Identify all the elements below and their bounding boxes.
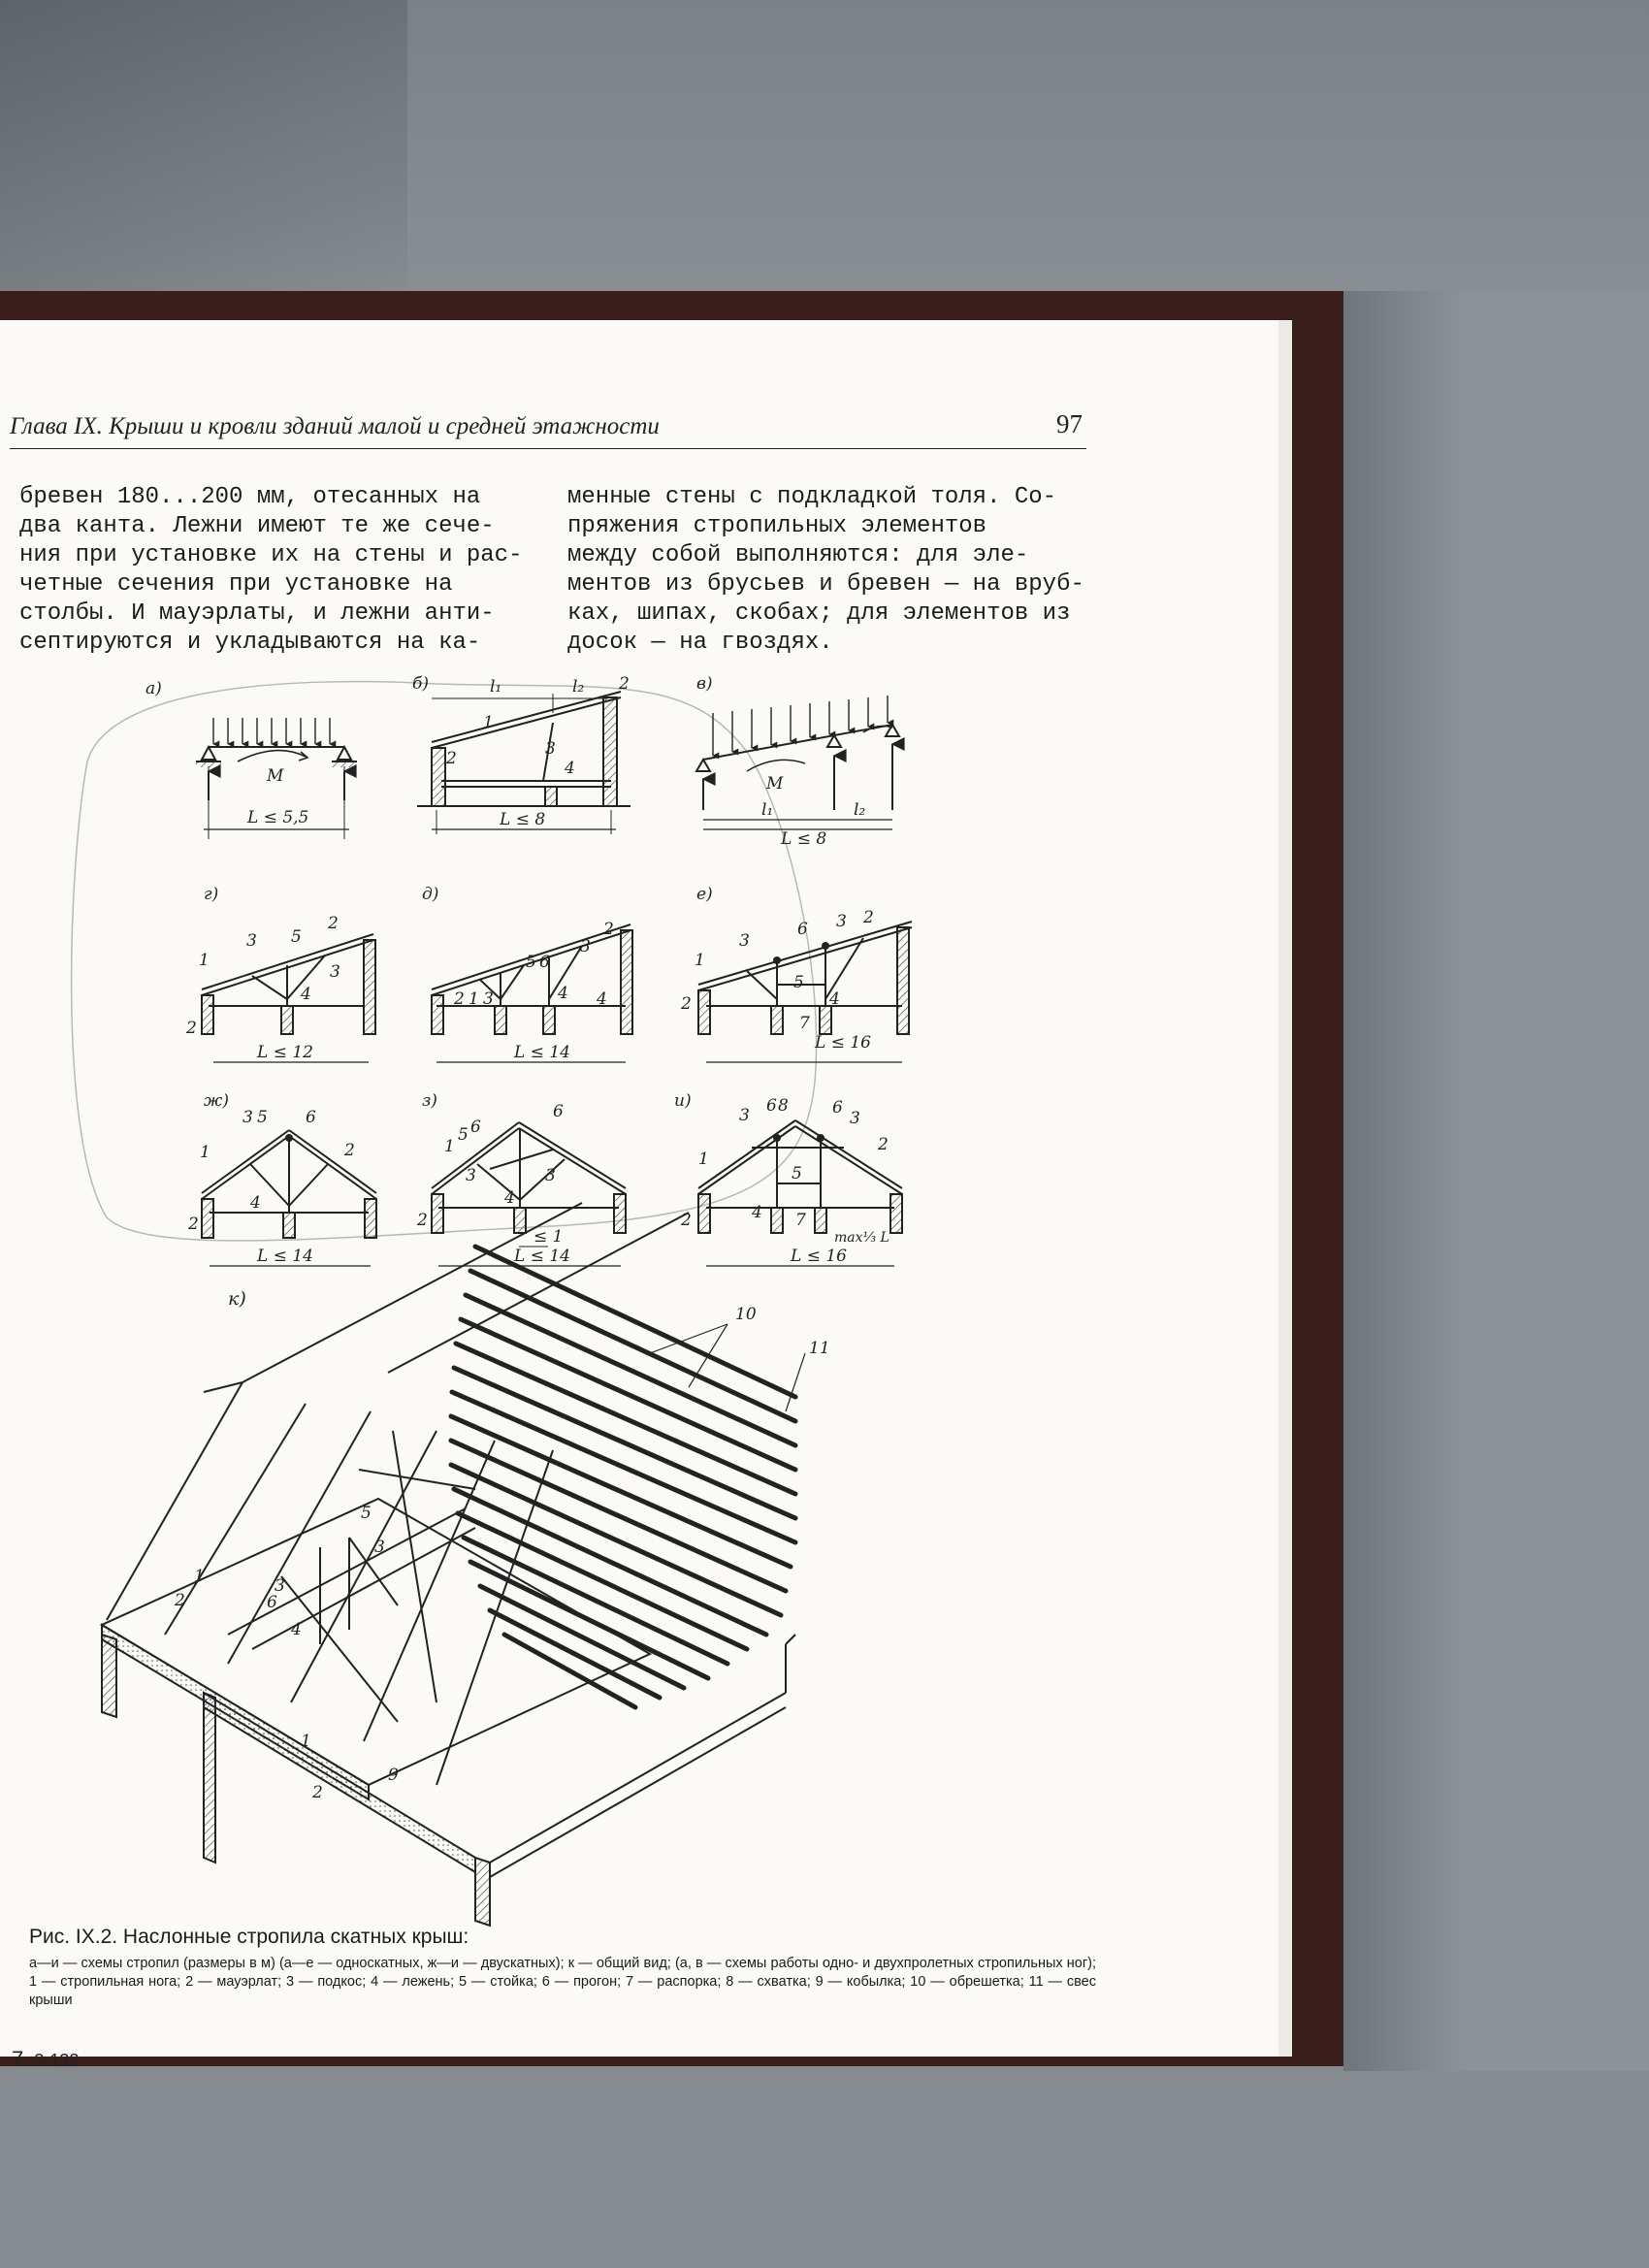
signature-mark xyxy=(12,2047,79,2072)
max-note: max⅓ L xyxy=(834,1230,889,1246)
svg-text:1: 1 xyxy=(469,989,479,1009)
text-line: бревен 180...200 мм, отесанных на xyxy=(19,484,481,510)
svg-text:4: 4 xyxy=(250,1193,261,1213)
svg-text:1: 1 xyxy=(301,1732,311,1751)
svg-text:1: 1 xyxy=(483,713,494,732)
svg-text:3: 3 xyxy=(545,1166,556,1185)
scheme-e xyxy=(680,885,912,1062)
l2-label-b: l₂ xyxy=(572,677,585,697)
chapter-title: Глава IX. Крыши и кровли зданий малой и средней этажности xyxy=(10,413,660,439)
scheme-v xyxy=(696,674,899,849)
svg-text:2: 2 xyxy=(328,914,339,933)
span-label-i: L ≤ 16 xyxy=(791,1247,847,1266)
svg-text:1: 1 xyxy=(444,1137,455,1156)
svg-text:2: 2 xyxy=(312,1783,323,1802)
svg-text:2: 2 xyxy=(186,1019,197,1038)
svg-text:1: 1 xyxy=(698,1150,709,1169)
le1-label: ≤ 1 xyxy=(534,1227,564,1247)
panel-label-z: з) xyxy=(422,1091,437,1111)
svg-text:2: 2 xyxy=(681,994,692,1014)
panel-label-e: е) xyxy=(696,885,713,904)
svg-text:5: 5 xyxy=(458,1125,469,1145)
svg-text:3: 3 xyxy=(374,1538,385,1557)
scheme-z xyxy=(416,1091,626,1266)
background-right xyxy=(1343,291,1649,2071)
svg-text:4: 4 xyxy=(301,985,311,1004)
text-column-right xyxy=(567,483,1086,658)
svg-text:2: 2 xyxy=(454,989,465,1009)
scheme-b xyxy=(412,674,630,834)
svg-text:1: 1 xyxy=(200,1143,210,1162)
svg-text:11: 11 xyxy=(809,1339,830,1358)
panel-label-k: к) xyxy=(228,1288,246,1310)
scheme-a xyxy=(146,679,357,839)
panel-label-g: г) xyxy=(204,885,219,904)
svg-text:5: 5 xyxy=(257,1108,268,1127)
svg-text:4: 4 xyxy=(752,1203,762,1222)
svg-text:7: 7 xyxy=(795,1211,806,1230)
page-fold-shadow xyxy=(0,0,407,320)
span-label-e: L ≤ 16 xyxy=(815,1033,871,1053)
svg-text:5: 5 xyxy=(361,1504,372,1523)
svg-text:1: 1 xyxy=(194,1567,205,1586)
span-label-zh: L ≤ 14 xyxy=(257,1247,313,1266)
svg-text:4: 4 xyxy=(504,1188,515,1208)
svg-text:6: 6 xyxy=(766,1096,777,1116)
svg-text:9: 9 xyxy=(388,1766,399,1785)
svg-text:2: 2 xyxy=(175,1591,185,1610)
moment-label-a: M xyxy=(267,766,284,786)
text-line: столбы. И мауэрлаты, и лежни анти- xyxy=(19,600,495,627)
print-code: 3-132 xyxy=(34,2051,80,2070)
svg-text:3: 3 xyxy=(739,1106,750,1125)
svg-text:2: 2 xyxy=(619,674,630,694)
text-column-left xyxy=(19,483,534,658)
svg-text:3: 3 xyxy=(580,937,591,956)
svg-text:1: 1 xyxy=(199,951,210,970)
svg-text:2: 2 xyxy=(878,1135,889,1154)
svg-text:1: 1 xyxy=(695,951,705,970)
svg-text:7: 7 xyxy=(799,1014,810,1033)
svg-text:3: 3 xyxy=(242,1108,253,1127)
text-line: ках, шипах, скобах; для элементов из xyxy=(567,600,1071,627)
svg-text:2: 2 xyxy=(681,1211,692,1230)
svg-text:5: 5 xyxy=(291,927,302,947)
span-label-v: L ≤ 8 xyxy=(781,829,827,849)
svg-text:3: 3 xyxy=(836,912,847,931)
svg-text:6: 6 xyxy=(470,1118,481,1137)
text-line: пряжения стропильных элементов xyxy=(567,513,987,539)
background-bottom xyxy=(0,2071,1649,2268)
moment-label-v: M xyxy=(766,774,784,794)
rafter-figure xyxy=(146,674,980,1916)
panel-label-d: д) xyxy=(422,885,439,904)
svg-text:5: 5 xyxy=(793,973,804,992)
text-line: два канта. Лежни имеют те же сече- xyxy=(19,513,495,539)
svg-text:3: 3 xyxy=(330,962,340,982)
svg-text:3: 3 xyxy=(275,1576,285,1596)
l1-label-b: l₁ xyxy=(490,677,502,697)
scheme-i xyxy=(674,1091,902,1266)
text-line: септируются и укладываются на ка- xyxy=(19,630,481,656)
svg-text:10: 10 xyxy=(735,1305,757,1324)
svg-text:4: 4 xyxy=(565,759,575,778)
span-label-b: L ≤ 8 xyxy=(500,810,546,829)
svg-text:6: 6 xyxy=(539,953,550,972)
svg-text:5: 5 xyxy=(792,1164,802,1183)
text-line: досок — на гвоздях. xyxy=(567,630,833,656)
svg-text:3: 3 xyxy=(483,989,494,1009)
svg-text:2: 2 xyxy=(344,1141,355,1160)
svg-text:2: 2 xyxy=(446,749,457,768)
text-line: ментов из брусьев и бревен — на вруб- xyxy=(567,571,1084,598)
page-number: 97 xyxy=(1056,409,1083,438)
text-line: менные стены с подкладкой толя. Со- xyxy=(567,484,1057,510)
l2-label-v: l₂ xyxy=(854,800,866,820)
page-edge xyxy=(1278,320,1292,2057)
text-line: между собой выполняются: для эле- xyxy=(567,542,1029,568)
svg-text:6: 6 xyxy=(306,1108,316,1127)
svg-text:2: 2 xyxy=(188,1215,199,1234)
svg-text:5: 5 xyxy=(526,953,536,972)
scheme-d xyxy=(422,885,632,1062)
svg-text:6: 6 xyxy=(267,1593,277,1612)
panel-label-b: б) xyxy=(412,674,430,694)
text-line: четные сечения при установке на xyxy=(19,571,453,598)
caption-text: а—и — схемы стропил (размеры в м) (а—е — односкатных, ж—и — двускатных); к — общий вид; (а, в — схемы работы одно- и двухпролетных стропильных ног); 1 — стропильная нога; 2 — мауэрлат; 3 — подкос; 4 — лежень; 5 — стойка; 6 — прогон; 7 — распорка; 8 — схватка; 9 — кобылка; 10 — обрешетка; 11 — свес крыши xyxy=(29,1956,1096,2008)
span-label-a: L ≤ 5,5 xyxy=(247,808,309,827)
span-label-z: L ≤ 14 xyxy=(514,1247,570,1266)
svg-text:4: 4 xyxy=(558,984,568,1003)
svg-text:6: 6 xyxy=(797,920,808,939)
svg-text:8: 8 xyxy=(778,1096,789,1116)
panel-label-zh: ж) xyxy=(204,1091,229,1111)
svg-text:2: 2 xyxy=(863,908,874,927)
running-header xyxy=(10,409,1086,449)
svg-text:3: 3 xyxy=(850,1109,860,1128)
span-label-d: L ≤ 14 xyxy=(514,1043,570,1062)
text-line: ния при установке их на стены и рас- xyxy=(19,542,523,568)
panel-label-v: в) xyxy=(696,674,713,694)
svg-text:3: 3 xyxy=(466,1166,476,1185)
l1-label-v: l₁ xyxy=(761,800,774,820)
svg-text:6: 6 xyxy=(832,1098,843,1118)
svg-text:4: 4 xyxy=(291,1620,302,1639)
scheme-g xyxy=(185,885,375,1062)
svg-text:2: 2 xyxy=(603,920,614,939)
svg-text:4: 4 xyxy=(829,989,840,1009)
svg-text:4: 4 xyxy=(597,989,607,1009)
svg-text:2: 2 xyxy=(417,1211,428,1230)
caption-title: Рис. IX.2. Наслонные стропила скатных крыш: xyxy=(29,1926,469,1948)
signature-number: 7. xyxy=(12,2047,30,2071)
figure-caption xyxy=(29,1926,1096,2010)
scheme-k-overview xyxy=(102,1203,830,1926)
svg-text:3: 3 xyxy=(545,739,556,759)
svg-text:3: 3 xyxy=(246,931,257,951)
svg-text:6: 6 xyxy=(553,1102,564,1121)
panel-label-i: и) xyxy=(674,1091,692,1111)
book-page xyxy=(0,320,1278,2071)
svg-text:3: 3 xyxy=(739,931,750,951)
span-label-g: L ≤ 12 xyxy=(257,1043,313,1062)
panel-label-a: а) xyxy=(146,679,162,698)
